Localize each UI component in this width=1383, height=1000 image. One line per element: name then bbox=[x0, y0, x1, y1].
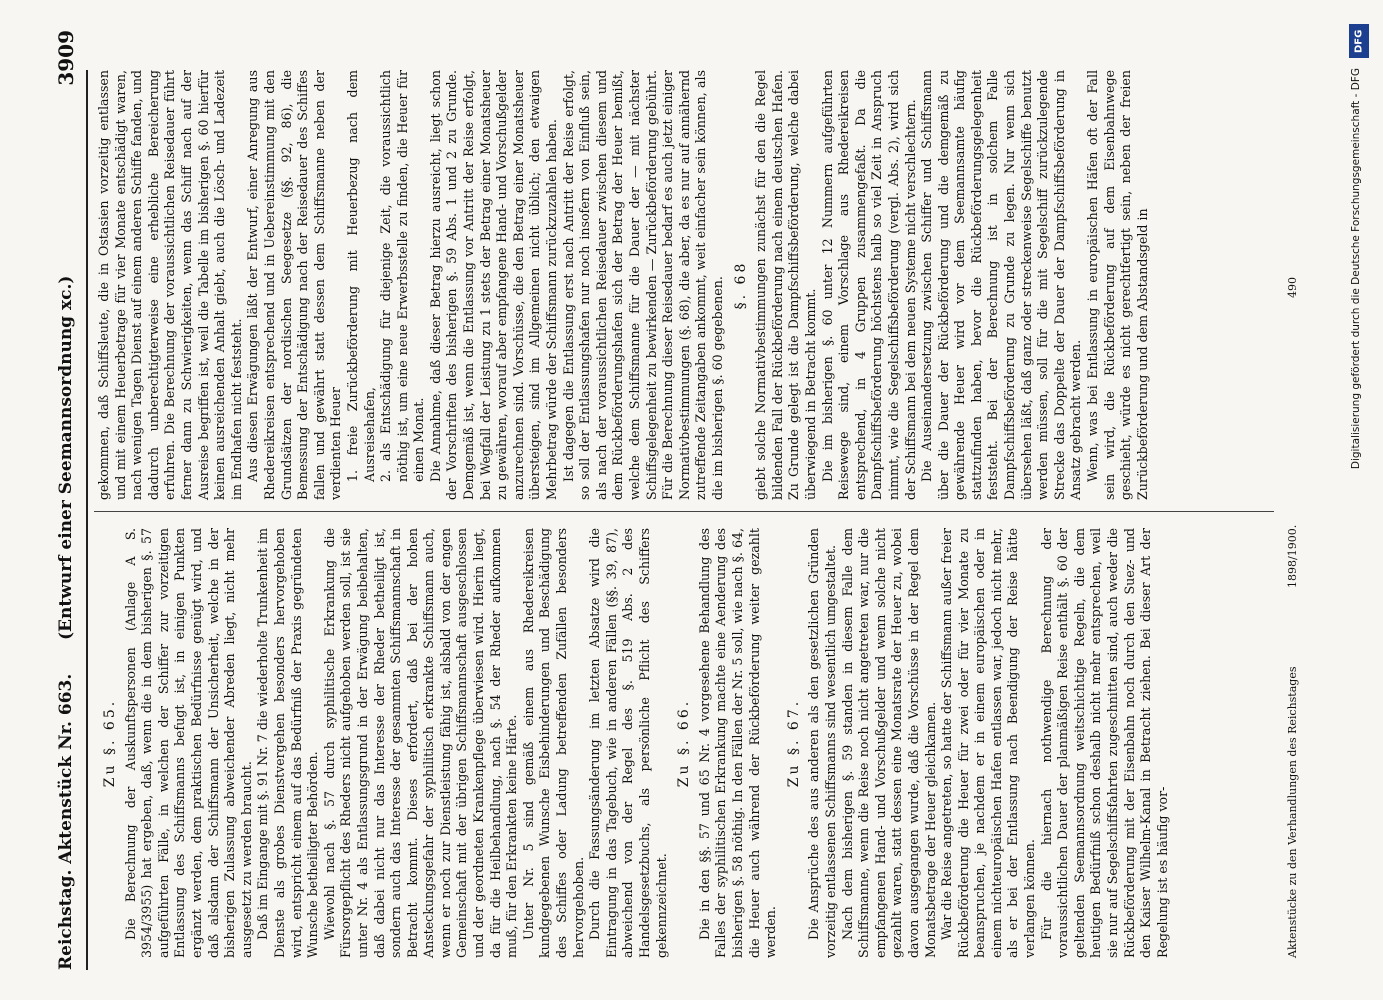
paragraph: War die Reise angetreten, so hatte der Schiffsmann außer freier Rückbeförderung die Heuer für zwei oder für vier Monate zu beanspruchen, je nachdem er in einem europäischen oder in einem nichteuropäischen Hafen entlassen war, jedoch nicht mehr, als er bei der Entlassung nach Beendigung der Reise hätte verlangen können. bbox=[939, 528, 1038, 958]
paragraph: Aus diesen Erwägungen läßt der Entwurf, einer Anregung aus Rhedereikreisen entsprechend und in Uebereinstimmung mit den Grundsätzen der nordischen Seegesetze (§§. 92, 86), die Bemessung der Entschädigung nach der Reisedauer des Schiffes fallen und gewährt statt dessen dem Schiffsmanne neben der verdienten Heuer bbox=[245, 70, 344, 500]
paragraph: Wenn, was bei Entlassung in europäischen Häfen oft der Fall sein wird, die Rückbeförderung auf dem Eisenbahnwege geschieht, würde es nicht gerechtfertigt sein, neben der freien Zurückbeförderung und dem Abstandsgeld in bbox=[1085, 70, 1150, 500]
left-column bbox=[96, 528, 1171, 958]
header-subtitle: (Entwurf einer Seemannsordnung xc.) bbox=[56, 275, 76, 640]
paragraph: Für die hiernach nothwendige Berechnung der voraussichtlichen Dauer der planmäßigen Reise enthält §. 60 der geltenden Seemannsordnung weitschichtige Regeln, die dem heutigen Bedürfniß schon deshalb nicht mehr entsprechen, weil sie nur auf Segelschiffsfahrten zugeschnitten sind, auch weder die Rückbeförderung mit der Eisenbahn noch durch den Suez- und den Kaiser Wilhelm-Kanal in Betracht ziehen. Bei dieser Art der Regelung ist es häufig vor- bbox=[1038, 528, 1170, 958]
list-item: 1. freie Zurückbeförderung mit Heuerbezug nach dem Ausreisehafen, bbox=[344, 70, 377, 482]
paragraph: Nach dem bisherigen §. 59 standen in diesem Falle dem Schiffsmanne, wenn die Reise noch nicht angetreten war, nur die empfangenen Hand- und Vorschußgelder und wenn solche nicht gezahlt waren, statt dessen eine Monatsrate der Heuer zu, wobei davon ausgegangen wurde, daß die Vorschüsse in der Regel dem Monatsbetrage der Heuer gleichkamen. bbox=[839, 528, 938, 958]
digitization-sidebar bbox=[1340, 14, 1380, 986]
section-heading: §. 68 bbox=[732, 260, 749, 310]
section-heading: Zu §. 65. bbox=[102, 698, 118, 788]
dfg-credit: Digitalisierung gefördert durch die Deutsche Forschungsgemeinschaft - DFG bbox=[1350, 68, 1362, 470]
paragraph: Unter Nr. 5 sind gemäß einem aus Rhedereikreisen kundgegebenen Wunsche Eisbehinderungen und Beschädigung des Schiffes oder Ladung betreffenden Zufällen besonders hervorgehoben. bbox=[520, 528, 586, 958]
right-column bbox=[96, 70, 1151, 500]
page-header bbox=[52, 30, 88, 970]
paragraph: Die Berechnung der Auskunftspersonen (Anlage A S. 3954/3955) hat ergeben, daß, wenn die in dem bisherigen §. 57 aufgeführten Fälle, in welchen der Schiffer zur vorzeitigen Entlassung des Schiffsmanns befugt ist, in einigen Punkten ergänzt werden, dem praktischen Bedürfnisse genügt wird, und daß alsdann der Schiffsmann der Unsicherheit, welche in der bisherigen Zulassung abweichender Abreden liegt, nicht mehr ausgesetzt zu werden braucht. bbox=[122, 528, 254, 958]
paragraph: Ist dagegen die Entlassung erst nach Antritt der Reise erfolgt, so soll der Entlassungshafen nur noch insofern von Einfluß sein, als nach der voraussichtlichen Reisedauer zwischen diesem und dem Rückbeförderungshafen sich der Betrag der Heuer bemißt, welche dem Schiffsmanne für die Dauer der — mit nächster Schiffsgelegenheit zu bewirkenden — Zurückbeförderung gebührt. Für die Berechnung dieser Reisedauer bedarf es auch jetzt einiger Normativbestimmungen (§. 68), die aber, da es nur auf annähernd zutreffende Zeitangaben ankommt, weit einfacher sein können, als die im bisherigen §. 60 gegebenen. bbox=[560, 70, 725, 500]
paragraph: Die im bisherigen §. 60 unter 12 Nummern aufgeführten Reisewege sind, einem Vorschlage aus Rhedereikreisen entsprechend, in 4 Gruppen zusammengefaßt. Da die Dampfschiffsbeförderung höchstens halb so viel Zeit in Anspruch nimmt, wie die Segelschiffsbeförderung (vergl. Abs. 2), wird sich der Schiffsmann bei dem neuen Systeme nicht verschlechtern. bbox=[819, 70, 918, 500]
paragraph: Die Auseinandersetzung zwischen Schiffer und Schiffsmann über die Dauer der Rückbeförderung und die demgemäß zu gewährende Heuer wird vor dem Seemannsamte häufig stattzufinden haben, bevor die Rückbeförderungsgelegenheit feststeht. Bei der Berechnung ist in solchem Falle Dampfschiffsbeförderung zu Grunde zu legen. Nur wenn sich übersehen läßt, daß ganz oder streckenweise Segelschiffe benutzt werden müssen, soll für die mit Segelschiff zurückzulegende Strecke das Doppelte der Dauer der Dampfschiffsbeförderung in Ansatz gebracht werden. bbox=[919, 70, 1084, 500]
paragraph: giebt solche Normativbestimmungen zunächst für den die Regel bildenden Fall der Rückbeförderung nach einem deutschen Hafen. Zu Grunde gelegt ist die Dampfschiffsbeförderung, welche dabei überwiegend in Betracht kommt. bbox=[753, 70, 818, 500]
section-heading: Zu §. 67. bbox=[785, 698, 802, 788]
dfg-logo: DFG bbox=[1349, 24, 1369, 58]
paragraph: Durch die Fassungsänderung im letzten Absatze wird die Eintragung in das Tagebuch, wie in anderen Fällen (§§. 39, 87), abweichend von der Regel des §. 519 Abs. 2 des Handelsgesetzbuchs, als persönliche Pflicht des Schiffers gekennzeichnet. bbox=[587, 528, 669, 958]
paragraph: gekommen, daß Schiffsleute, die in Ostasien vorzeitig entlassen und mit einem Heuerbetrage für vier Monate entschädigt waren, nach wenigen Tagen Dienst auf einem anderen Schiffe fanden, und dadurch unberechtigterweise eine erhebliche Bereicherung erfuhren. Die Berechnung der voraussichtlichen Reisedauer führt ferner dann zu Schwierigkeiten, wenn das Schiff nach auf der Ausreise begriffen ist, weil die Tabelle im bisherigen §. 60 hierfür keinen ausreichenden Anhalt giebt, auch die Lösch- und Ladezeit im Endhafen nicht feststeht. bbox=[96, 70, 244, 500]
sheet-number: 490 bbox=[1286, 277, 1299, 298]
paragraph: Daß im Eingange mit §. 91 Nr. 7 die wiederholte Trunkenheit im Dienste als grobes Dienstvergehen besonders hervorgehoben wird, entspricht einem auf das Bedürfniß der Praxis gegründeten Wunsche betheiligter Behörden. bbox=[255, 528, 321, 958]
footer-years: 1898/1900. bbox=[1286, 524, 1299, 588]
paragraph: Die Ansprüche des aus anderen als den gesetzlichen Gründen vorzeitig entlassenen Schiffsmanns sind wesentlich umgestaltet. bbox=[806, 528, 838, 958]
page-number: 3909 bbox=[54, 30, 78, 86]
section-heading: Zu §. 66. bbox=[676, 698, 693, 788]
paragraph: Die Annahme, daß dieser Betrag hierzu ausreicht, liegt schon der Vorschriften des bisherigen §. 59 Abs. 1 und 2 zu Grunde. Demgemäß ist, wenn die Entlassung vor Antritt der Reise erfolgt, bei Wegfall der Leistung zu 1 stets der Betrag einer Monatsheuer zu gewähren, worauf aber empfangene Hand- und Vorschußgelder anzurechnen sind. Vorschüsse, die den Betrag einer Monatsheuer übersteigen, sind im Allgemeinen nicht üblich; den etwaigen Mehrbetrag würde der Schiffsmann zurückzuzahlen haben. bbox=[427, 70, 560, 500]
header-title: Reichstag. Aktenstück Nr. 663. bbox=[56, 673, 76, 970]
paragraph: Wiewohl nach §. 57 durch syphilitische Erkrankung die Fürsorgepflicht des Rheders nicht aufgehoben werden soll, ist sie unter Nr. 4 als Entlassungsgrund in der Erwägung beibehalten, daß dabei nicht nur das Interesse der Rheder betheiligt ist, sondern auch das Interesse der gesammten Schiffsmannschaft in Betracht kommt. Dieses erfordert, daß bei der hohen Ansteckungsgefahr der syphilitisch erkrankte Schiffsmann auch, wenn er noch zur Dienstleistung fähig ist, alsbald von der engen Gemeinschaft mit der übrigen Schiffsmannschaft ausgeschlossen und der geordneten Krankenpflege überwiesen wird. Hierin liegt, da für die Heilbehandlung, nach §. 54 der Rheder aufkommen muß, für den Erkrankten keine Härte. bbox=[321, 528, 520, 958]
column-divider bbox=[94, 511, 1274, 512]
paragraph: Die in den §§. 57 und 65 Nr. 4 vorgesehene Behandlung des Falles der syphilitischen Erkrankung machte eine Aenderung des bisherigen §. 58 nöthig. In den Fällen der Nr. 5 soll, wie nach §. 64, die Heuer auch während der Rückbeförderung weiter gezahlt werden. bbox=[696, 528, 779, 958]
list-item: 2. als Entschädigung für diejenige Zeit, die voraussichtlich nöthig ist, um eine neue Erwerbsstelle zu finden, die Heuer für einen Monat. bbox=[378, 70, 427, 482]
footer-source: Aktenstücke zu den Verhandlungen des Reichstages bbox=[1286, 666, 1299, 958]
